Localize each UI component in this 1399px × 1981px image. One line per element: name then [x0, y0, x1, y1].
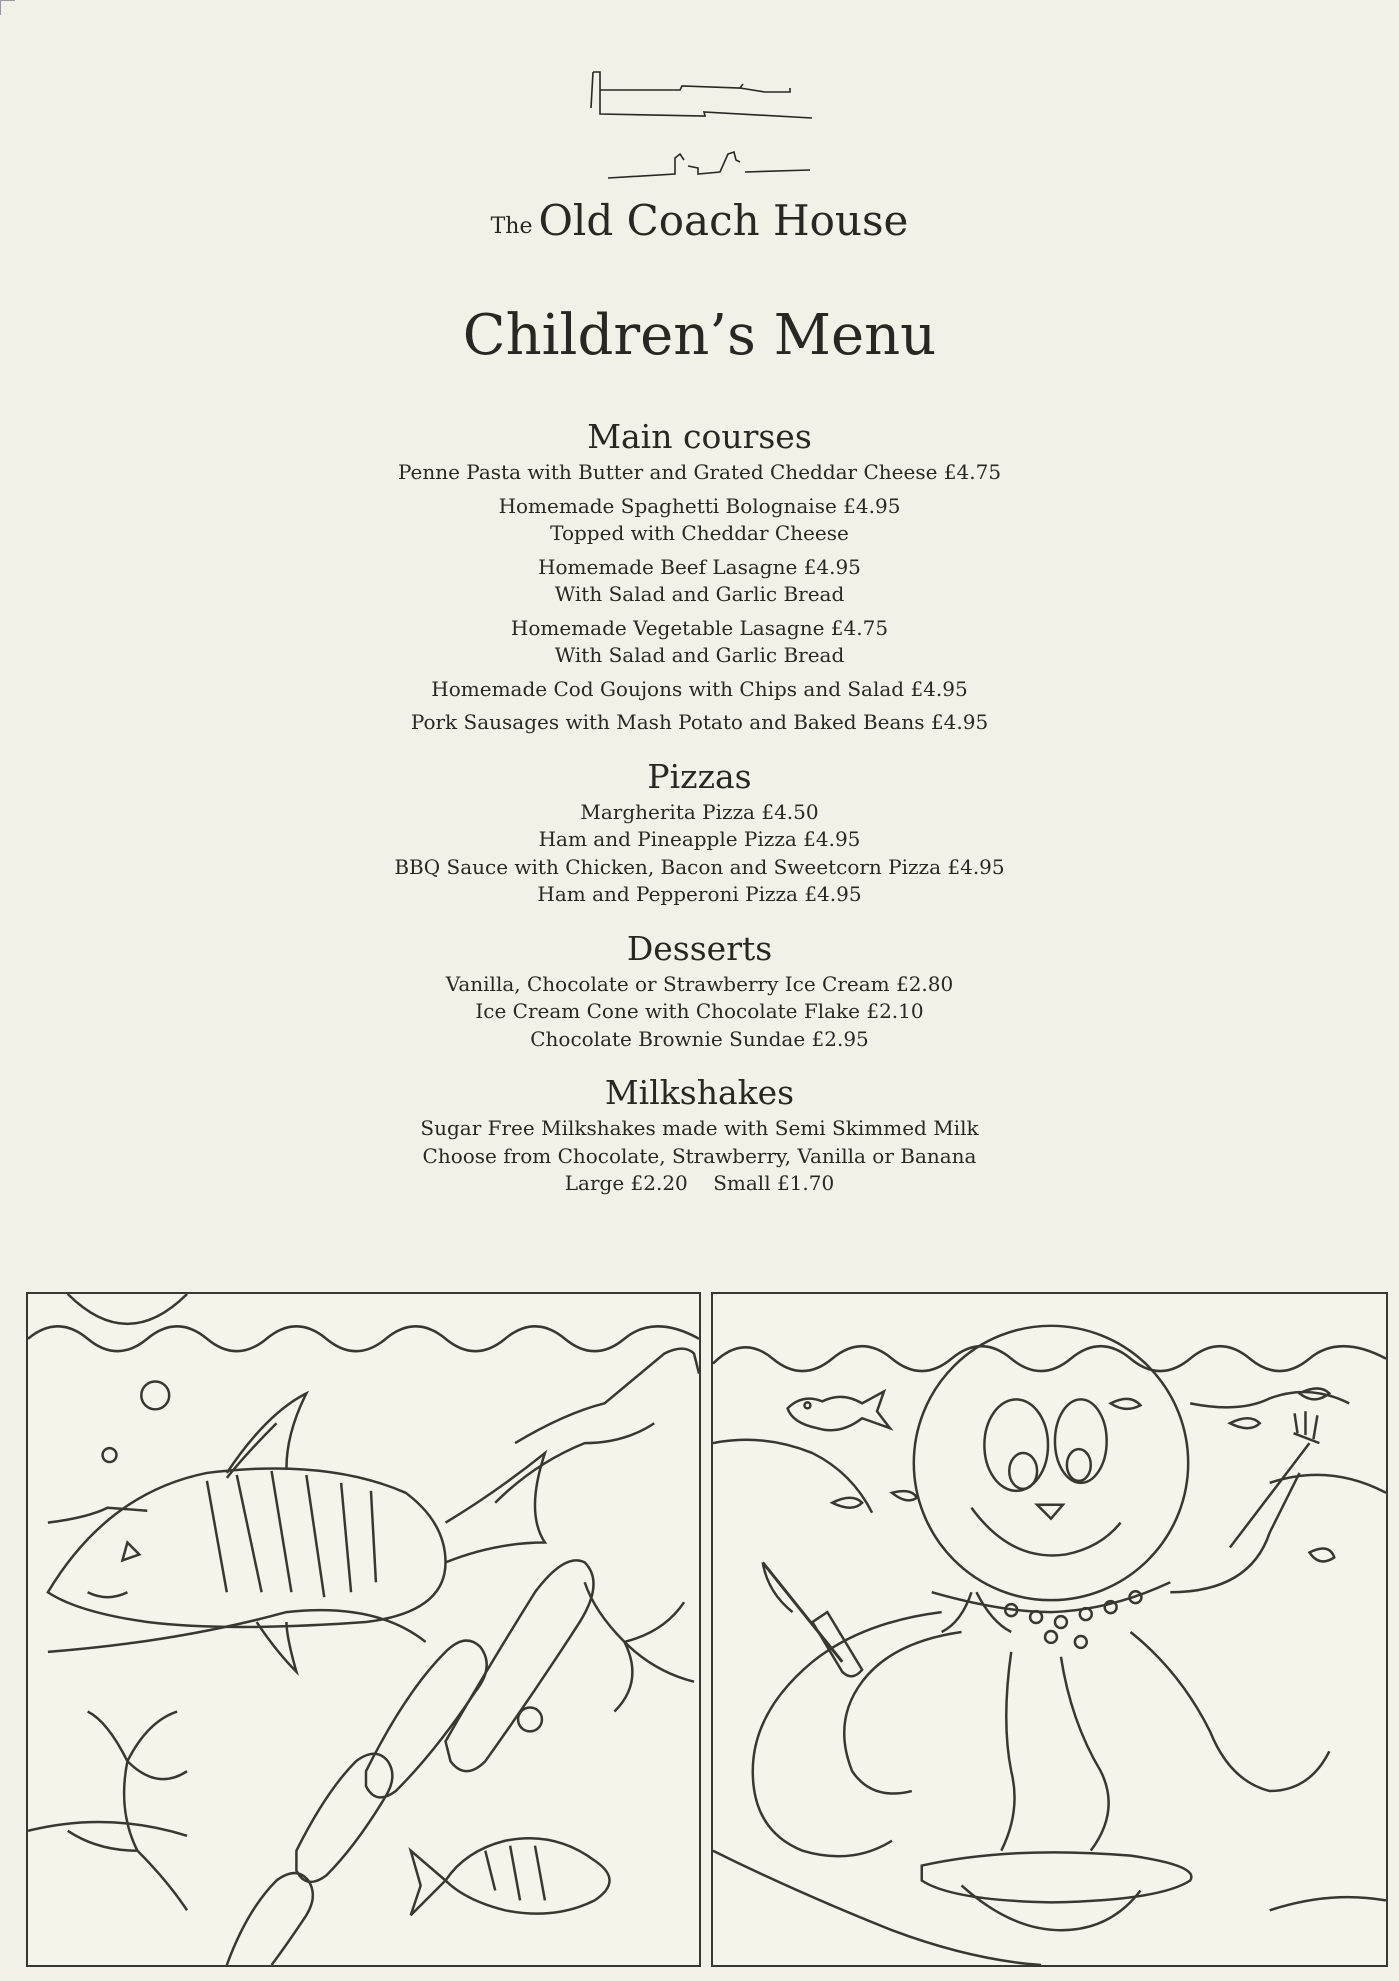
section-items: [0, 1115, 1399, 1198]
coach-house-logo-icon: [580, 70, 820, 180]
menu-item-line: Ice Cream Cone with Chocolate Flake £2.10: [475, 999, 924, 1023]
menu-item-line: Vanilla, Chocolate or Strawberry Ice Cream £2.80: [445, 971, 954, 996]
menu-item-line: Large £2.20 Small £1.70: [564, 1171, 835, 1195]
section-items: [0, 971, 1399, 1054]
section-heading: Milkshakes: [604, 1073, 795, 1112]
menu-item-line: Pork Sausages with Mash Potato and Baked Beans £4.95: [410, 710, 989, 734]
brand-name: [0, 196, 1399, 245]
menu-item-line: Sugar Free Milkshakes made with Semi Skimmed Milk: [420, 1116, 979, 1140]
coloring-picture-octopus: [711, 1292, 1388, 1967]
menu-item-line: With Salad and Garlic Bread: [554, 582, 845, 606]
menu-item-line: Homemade Vegetable Lasagne £4.75: [510, 615, 889, 640]
section-items: [0, 459, 1399, 737]
section-heading: Desserts: [626, 928, 773, 968]
menu-item-line: Homemade Beef Lasagne £4.95: [538, 554, 861, 579]
octopus-with-knife-and-fork-coloring-icon: [713, 1294, 1386, 1965]
menu-item-line: Margherita Pizza £4.50: [580, 799, 819, 824]
menu-item-line: Ham and Pepperoni Pizza £4.95: [537, 882, 862, 906]
menu-item-line: Penne Pasta with Butter and Grated Cheddar Cheese £4.75: [397, 460, 1002, 484]
menu-item-line: BBQ Sauce with Chicken, Bacon and Sweetcorn Pizza £4.95: [394, 854, 1005, 879]
menu-item-line: Topped with Cheddar Cheese: [550, 521, 849, 545]
menu-item-line: Choose from Chocolate, Strawberry, Vanilla or Banana: [422, 1143, 977, 1168]
section-heading: Main courses: [587, 417, 812, 456]
menu-item-line: Ham and Pineapple Pizza £4.95: [538, 827, 861, 851]
page-title: Children’s Menu: [462, 303, 937, 368]
menu-item-line: With Salad and Garlic Bread: [554, 643, 845, 667]
brand-title: Old Coach House: [538, 196, 909, 245]
menu-item-line: Homemade Cod Goujons with Chips and Salad £4.95: [431, 676, 968, 701]
brand-prefix: The: [490, 214, 533, 239]
menu-sections: [0, 415, 1399, 1216]
fish-and-chain-coloring-icon: [28, 1294, 699, 1965]
crop-mark: [0, 0, 15, 15]
coloring-picture-fish: [26, 1292, 701, 1967]
section-heading: Pizzas: [647, 756, 752, 796]
menu-item-line: Homemade Spaghetti Bolognaise £4.95: [498, 493, 901, 518]
section-items: [0, 799, 1399, 909]
menu-item-line: Chocolate Brownie Sundae £2.95: [530, 1026, 869, 1051]
